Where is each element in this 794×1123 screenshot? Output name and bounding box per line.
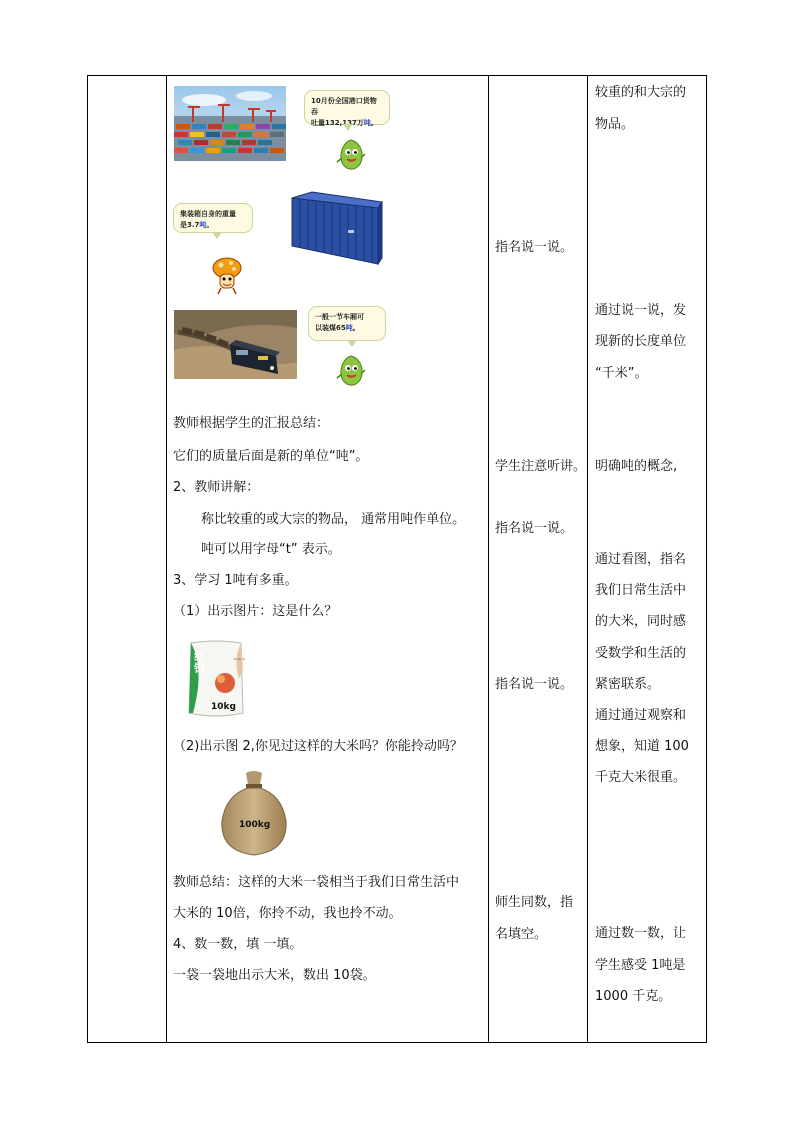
- table-divider-2: [488, 75, 489, 1043]
- purpose-4-line5: 紧密联系。: [595, 677, 661, 692]
- purpose-5-line1: 通过通过观察和: [595, 708, 687, 723]
- port-bubble-unit: 吨: [363, 119, 371, 127]
- train-bubble-value: 以装煤65: [315, 324, 346, 332]
- train-bubble-line1: 一般一节车厢可: [315, 313, 364, 321]
- summary-text: 它们的质量后面是新的单位“吨”。: [173, 449, 369, 464]
- summary-intro: 教师根据学生的汇报总结：: [173, 416, 330, 431]
- mascot-green-1: [336, 138, 366, 172]
- purpose-6-line2: 学生感受 1吨是: [595, 958, 686, 973]
- teacher-summary-line1: 教师总结：这样的大米一袋相当于我们日常生活中: [173, 875, 460, 890]
- container-bubble-unit: 吨: [199, 221, 207, 229]
- student-activity-3: 指名说一说。: [495, 521, 574, 536]
- student-activity-1: 指名说一说。: [495, 240, 574, 255]
- port-bubble-value: 吐量132,137万: [311, 119, 364, 127]
- rice-bag-brand: 红钢: [194, 650, 205, 675]
- teacher-summary-line2: 大米的 10倍，你拎不动，我也拎不动。: [173, 906, 402, 921]
- step2-line2: 吨可以用字母“t” 表示。: [201, 542, 341, 557]
- purpose-4-line2: 我们日常生活中: [595, 583, 687, 598]
- step4-heading: 4、数一数，填 一填。: [173, 937, 303, 952]
- purpose-6-line3: 1000 千克。: [595, 989, 672, 1004]
- purpose-2-line2: 现新的长度单位: [595, 334, 687, 349]
- rice-sack-100kg-image: [218, 769, 290, 857]
- table-border-bottom: [87, 1042, 707, 1043]
- purpose-5-line3: 千克大米很重。: [595, 770, 687, 785]
- port-photo: [174, 86, 286, 161]
- purpose-5-line2: 想象，知道 100: [595, 739, 689, 754]
- step3-question2: （2)出示图 2,你见过这样的大米吗？你能拎动吗？: [173, 739, 463, 754]
- step2-heading: 2、教师讲解：: [173, 480, 260, 495]
- purpose-4-line1: 通过看图，指名: [595, 552, 687, 567]
- table-divider-3: [587, 75, 588, 1043]
- train-bubble-end: 。: [352, 324, 360, 332]
- port-bubble-end: 。: [370, 119, 378, 127]
- table-divider-1: [166, 75, 167, 1043]
- svg-text:~~~: ~~~: [233, 657, 246, 663]
- mascot-mushroom: [211, 256, 243, 296]
- purpose-2-line3: “千米”。: [595, 366, 648, 381]
- table-border-right: [706, 75, 707, 1043]
- step3-question1: （1）出示图片：这是什么？: [173, 604, 338, 619]
- container-bubble-end: 。: [206, 221, 214, 229]
- rice-bag-10kg-image: [185, 639, 247, 719]
- purpose-6-line1: 通过数一数，让: [595, 926, 687, 941]
- train-bubble-unit: 吨: [345, 324, 353, 332]
- port-bubble-line1: 10月份全国港口货物吞: [311, 97, 377, 116]
- purpose-1-line2: 物品。: [595, 117, 635, 132]
- step3-heading: 3、学习 1吨有多重。: [173, 573, 298, 588]
- shipping-container-image: [286, 190, 384, 270]
- rice-bag-label: 10kg: [211, 702, 236, 712]
- container-bubble-line1: 集装箱自身的重量: [180, 210, 236, 218]
- train-speech-bubble: [308, 306, 386, 341]
- port-speech-bubble: [304, 90, 390, 125]
- container-bubble-line2: [180, 220, 246, 231]
- table-border-left: [87, 75, 88, 1043]
- student-activity-2: 学生注意听讲。: [495, 459, 587, 474]
- purpose-4-line3: 的大米，同时感: [595, 614, 687, 629]
- purpose-2-line1: 通过说一说，发: [595, 303, 687, 318]
- table-border-top: [87, 75, 707, 76]
- purpose-4-line4: 受数学和生活的: [595, 646, 687, 661]
- freight-train-photo: [174, 310, 297, 379]
- student-activity-4: 指名说一说。: [495, 677, 574, 692]
- student-activity-5-line2: 名填空。: [495, 927, 548, 942]
- student-activity-5-line1: 师生同数，指: [495, 895, 574, 910]
- port-bubble-line2: [311, 118, 383, 129]
- mascot-green-2: [336, 354, 366, 388]
- container-speech-bubble: [173, 203, 253, 233]
- train-bubble-line2: [315, 323, 379, 334]
- purpose-3: 明确吨的概念,: [595, 459, 678, 474]
- purpose-1-line1: 较重的和大宗的: [595, 85, 687, 100]
- container-bubble-value: 是3.7: [180, 221, 200, 229]
- sack-label: 100kg: [239, 820, 271, 830]
- step2-line1: 称比较重的或大宗的物品， 通常用吨作单位。: [201, 512, 466, 527]
- step4-line: 一袋一袋地出示大米，数出 10袋。: [173, 968, 376, 983]
